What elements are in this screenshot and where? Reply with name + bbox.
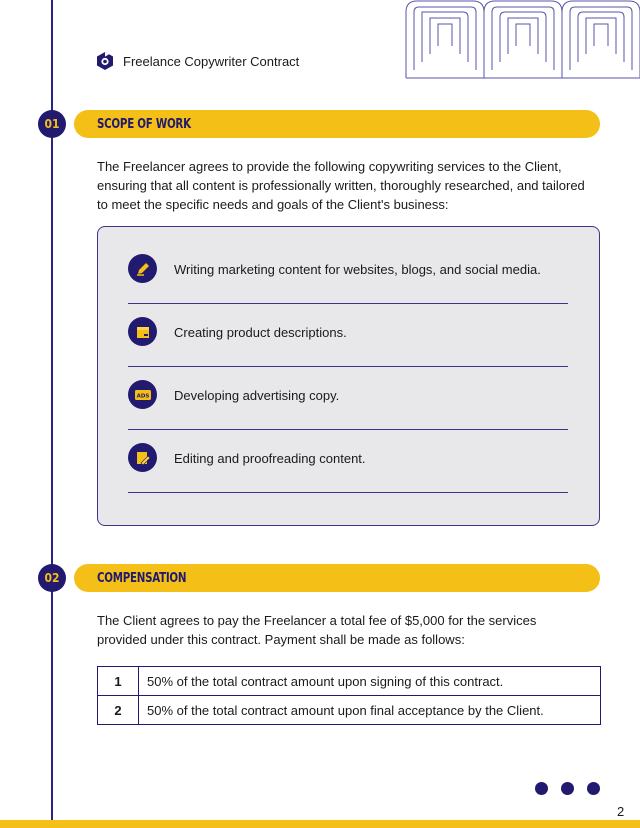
section-title: SCOPE OF WORK [97, 116, 191, 132]
dot [535, 782, 548, 795]
payment-table [97, 666, 601, 725]
services-box [97, 226, 600, 526]
edit-document-icon [128, 443, 157, 472]
section-header-compensation [38, 564, 600, 592]
compensation-intro-paragraph: The Client agrees to pay the Freelancer a total fee of $5,000 for the services provided under this contract. Payment shall be made as follows: [97, 613, 537, 647]
payment-text: 50% of the total contract amount upon signing of this contract. [139, 667, 601, 696]
divider [128, 492, 568, 493]
brand-header [96, 51, 299, 71]
service-text: Creating product descriptions. [174, 325, 347, 340]
list-item [128, 367, 568, 430]
section-title-bar [74, 564, 600, 592]
dot [561, 782, 574, 795]
table-row [98, 696, 601, 725]
service-text: Developing advertising copy. [174, 388, 340, 403]
list-item [128, 304, 568, 367]
payment-number: 2 [98, 696, 139, 725]
payment-number: 1 [98, 667, 139, 696]
ads-icon [128, 380, 157, 409]
product-box-icon [128, 317, 157, 346]
list-item [128, 430, 568, 493]
hexagon-logo-icon [96, 51, 114, 71]
section-number: 02 [38, 564, 66, 592]
scope-intro-paragraph: The Freelancer agrees to provide the following copywriting services to the Client, ensuring that all content is professionally written, thoroughly researched, and tailored to meet the specific needs and goals of the Client's business: [97, 159, 585, 212]
service-text: Editing and proofreading content. [174, 451, 366, 466]
page-number: 2 [617, 804, 625, 819]
list-item [128, 241, 568, 304]
payment-text: 50% of the total contract amount upon final acceptance by the Client. [139, 696, 601, 725]
svg-text:ADS: ADS [136, 393, 149, 399]
decorative-line-pattern [405, 0, 640, 80]
pen-icon [128, 254, 157, 283]
section-number: 01 [38, 110, 66, 138]
section-title: COMPENSATION [97, 570, 187, 586]
service-text: Writing marketing content for websites, blogs, and social media. [174, 262, 541, 277]
section-title-bar [74, 110, 600, 138]
decorative-dots [535, 782, 600, 795]
document-title: Freelance Copywriter Contract [123, 53, 300, 69]
table-row [98, 667, 601, 696]
section-header-scope [38, 110, 600, 138]
bottom-accent-bar [0, 820, 640, 828]
dot [587, 782, 600, 795]
